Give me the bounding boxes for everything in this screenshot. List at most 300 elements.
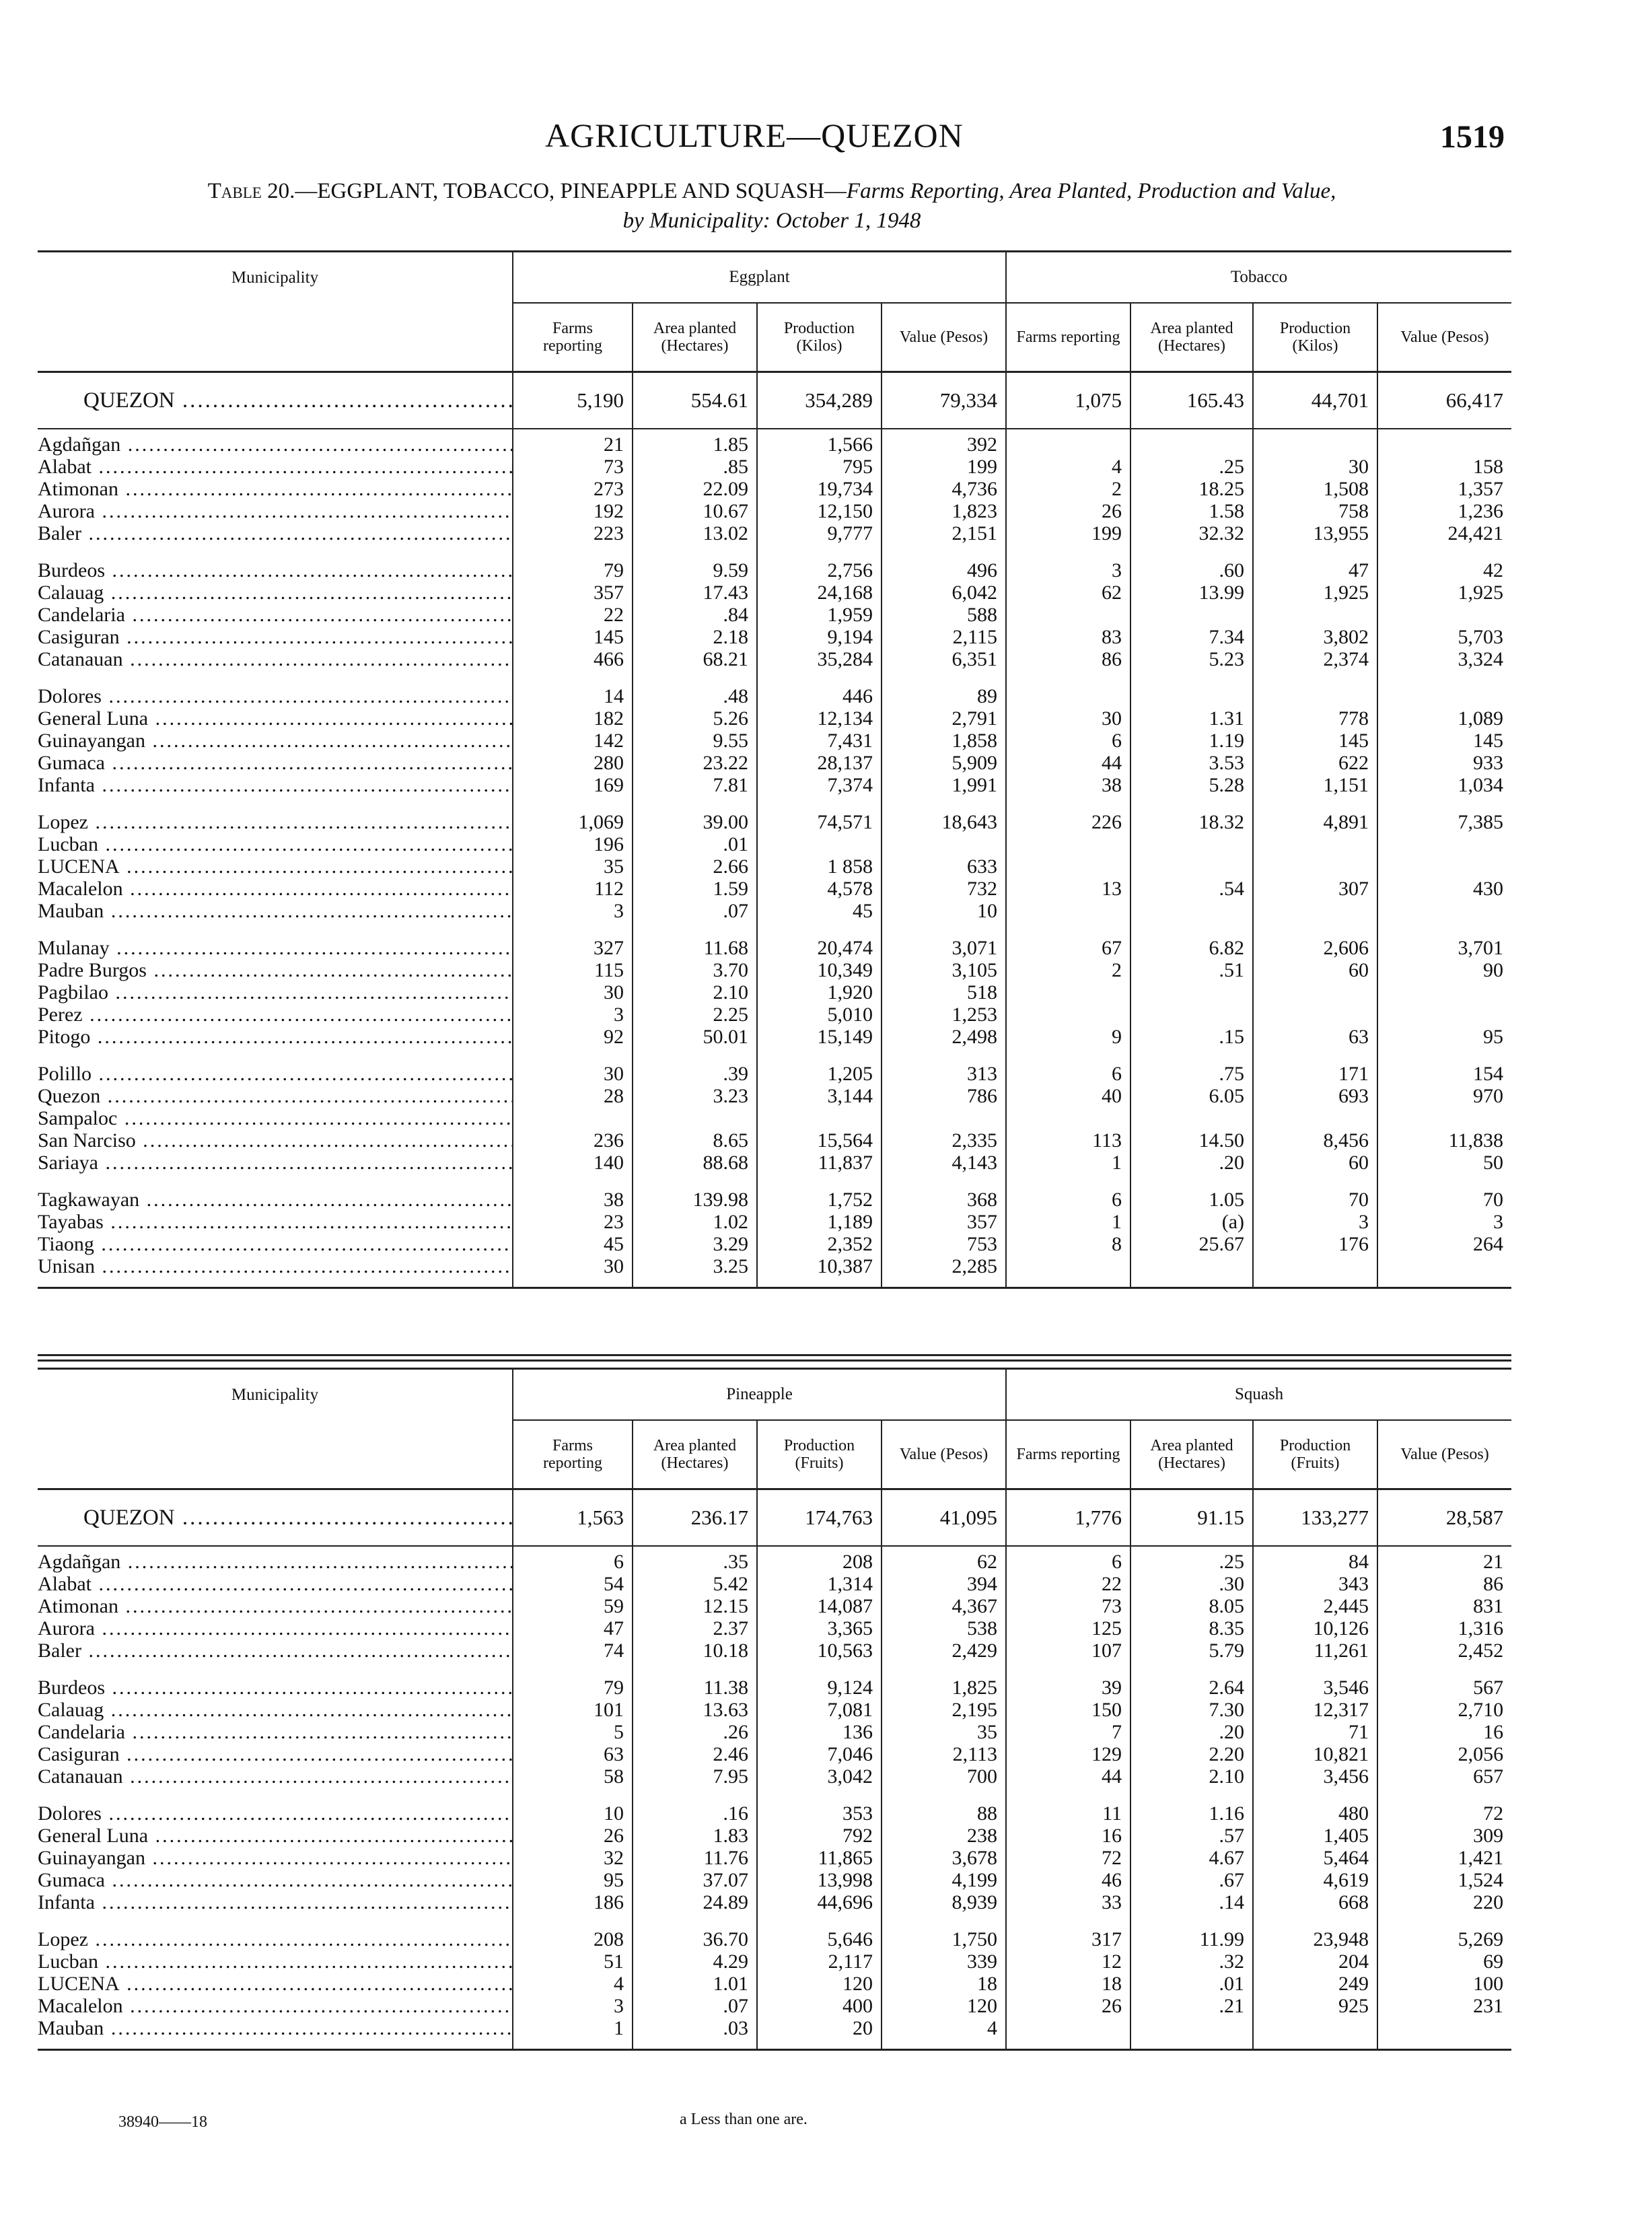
table-row — [38, 604, 1511, 626]
table-cell: 339 — [882, 1950, 1006, 1973]
value-header: Value (Pesos) — [882, 1420, 1006, 1489]
table-cell: .03 — [633, 2017, 757, 2039]
municipality-name: Gumaca ..... — [38, 1869, 513, 1891]
table-cell: 54 — [513, 1573, 633, 1595]
municipality-name: Tagkawayan ..... — [38, 1189, 513, 1211]
table-cell: 446 — [757, 685, 882, 707]
table-cell: 6 — [1006, 730, 1130, 752]
table-cell: 693 — [1253, 1085, 1377, 1107]
municipality-name: LUCENA ..... — [38, 855, 513, 878]
table-cell: .25 — [1130, 1546, 1253, 1573]
municipality-name: Atimonan ..... — [38, 1595, 513, 1617]
table-cell — [1130, 900, 1253, 922]
table-cell: 11,261 — [1253, 1640, 1377, 1662]
table-cell — [1130, 981, 1253, 1003]
table-cell: 12,317 — [1253, 1699, 1377, 1721]
table-cell: 2,452 — [1377, 1640, 1511, 1662]
municipality-name: General Luna ..... — [38, 1825, 513, 1847]
table-cell: 20 — [757, 2017, 882, 2039]
print-code: 38940——18 — [118, 2113, 207, 2131]
table-cell: 60 — [1253, 1152, 1377, 1174]
table-cell: 63 — [1253, 1026, 1377, 1048]
table-cell: 1.01 — [633, 1973, 757, 1995]
table-cell: 60 — [1253, 959, 1377, 981]
table-cell — [1377, 981, 1511, 1003]
table-cell: 9.59 — [633, 559, 757, 581]
table-cell: 2,791 — [882, 707, 1006, 730]
table-row — [38, 1721, 1511, 1743]
municipality-name: Candelaria ..... — [38, 604, 513, 626]
table-cell: 2.46 — [633, 1743, 757, 1765]
table-cell: 933 — [1377, 752, 1511, 774]
table-cell: .21 — [1130, 1995, 1253, 2017]
table-cell — [1006, 2017, 1130, 2039]
table-cell: 22.09 — [633, 478, 757, 500]
table-cell: 1,151 — [1253, 774, 1377, 796]
table-cell: 778 — [1253, 707, 1377, 730]
municipality-name: Casiguran ..... — [38, 626, 513, 648]
table-cell: 2.25 — [633, 1003, 757, 1026]
tobacco-group-header: Tobacco — [1006, 252, 1511, 304]
table-row — [38, 685, 1511, 707]
table-cell: 3,042 — [757, 1765, 882, 1788]
table-cell: 236 — [513, 1129, 633, 1152]
municipality-name: Lopez ..... — [38, 811, 513, 833]
municipality-name: Gumaca ..... — [38, 752, 513, 774]
table-cell — [1006, 981, 1130, 1003]
table-cell: 140 — [513, 1152, 633, 1174]
table-cell: 112 — [513, 878, 633, 900]
table-cell: 86 — [1006, 648, 1130, 670]
table-cell: 19,734 — [757, 478, 882, 500]
table-cell: 633 — [882, 855, 1006, 878]
table-cell: 2,151 — [882, 522, 1006, 544]
table-cell: .32 — [1130, 1950, 1253, 1973]
table-cell: 125 — [1006, 1617, 1130, 1640]
table-cell: 1,421 — [1377, 1847, 1511, 1869]
table-cell: 23 — [513, 1211, 633, 1233]
municipality-name: Tayabas ..... — [38, 1211, 513, 1233]
table-cell — [1253, 2017, 1377, 2039]
table-cell: 35 — [882, 1721, 1006, 1743]
table-cell: 18.25 — [1130, 478, 1253, 500]
table-cell: 68.21 — [633, 648, 757, 670]
table-cell: 40 — [1006, 1085, 1130, 1107]
table-cell: 62 — [1006, 581, 1130, 604]
table-cell: 73 — [513, 456, 633, 478]
table-cell: 538 — [882, 1617, 1006, 1640]
table-cell: 26 — [1006, 500, 1130, 522]
table-cell: 831 — [1377, 1595, 1511, 1617]
table-cell: 1,823 — [882, 500, 1006, 522]
table-cell: 63 — [513, 1743, 633, 1765]
municipality-name: Pagbilao ..... — [38, 981, 513, 1003]
table-cell: 3,105 — [882, 959, 1006, 981]
table-cell: 466 — [513, 648, 633, 670]
municipality-name: Mulanay ..... — [38, 937, 513, 959]
production-header: Production (Fruits) — [757, 1420, 882, 1489]
table-cell: .26 — [633, 1721, 757, 1743]
municipality-name: Macalelon ..... — [38, 878, 513, 900]
municipality-name: Aurora ..... — [38, 1617, 513, 1640]
table-cell: .51 — [1130, 959, 1253, 981]
table-cell: 145 — [1253, 730, 1377, 752]
eggplant-group-header: Eggplant — [513, 252, 1006, 304]
table-cell: 309 — [1377, 1825, 1511, 1847]
table-row — [38, 855, 1511, 878]
table-cell: 273 — [513, 478, 633, 500]
table-cell: 2.66 — [633, 855, 757, 878]
table-cell: 2,195 — [882, 1699, 1006, 1721]
table-cell: 35,284 — [757, 648, 882, 670]
table-cell: 11,837 — [757, 1152, 882, 1174]
table-cell: 13 — [1006, 878, 1130, 900]
table-cell: 150 — [1006, 1699, 1130, 1721]
table-cell: 7,081 — [757, 1699, 882, 1721]
table-cell: 45 — [757, 900, 882, 922]
caption-italic-1: Farms Reporting, Area Planted, Production and Value, — [846, 179, 1336, 203]
table-cell: 4.29 — [633, 1950, 757, 1973]
table-cell: 38 — [1006, 774, 1130, 796]
table-cell: 7,374 — [757, 774, 882, 796]
table-cell: 10,563 — [757, 1640, 882, 1662]
table-cell: 24.89 — [633, 1891, 757, 1913]
table-cell: 4,891 — [1253, 811, 1377, 833]
table-cell: 1,405 — [1253, 1825, 1377, 1847]
footnote: a Less than one are. — [680, 2111, 807, 2128]
table-cell: 3,678 — [882, 1847, 1006, 1869]
table-cell: 357 — [513, 581, 633, 604]
table-cell: 1,776 — [1006, 1489, 1130, 1547]
table-cell: 5.28 — [1130, 774, 1253, 796]
municipality-name: Dolores ..... — [38, 1802, 513, 1825]
table-cell: 89 — [882, 685, 1006, 707]
table-cell: 199 — [882, 456, 1006, 478]
table-row — [38, 1233, 1511, 1255]
table-row — [38, 1891, 1511, 1913]
table-cell: 3,701 — [1377, 937, 1511, 959]
table-cell: 36.70 — [633, 1928, 757, 1950]
table-cell: .25 — [1130, 456, 1253, 478]
table-cell — [1130, 1255, 1253, 1277]
table-cell: .07 — [633, 1995, 757, 2017]
table-cell: 39 — [1006, 1677, 1130, 1699]
table-cell: 10,387 — [757, 1255, 882, 1277]
table-cell: 11,838 — [1377, 1129, 1511, 1152]
value-header: Value (Pesos) — [1377, 303, 1511, 372]
municipality-name: Quezon ..... — [38, 1085, 513, 1107]
table-cell: 66,417 — [1377, 372, 1511, 429]
table-cell: 226 — [1006, 811, 1130, 833]
table-cell: .39 — [633, 1063, 757, 1085]
table-cell: 249 — [1253, 1973, 1377, 1995]
table-cell: 4,619 — [1253, 1869, 1377, 1891]
table-row — [38, 1928, 1511, 1950]
table-cell: 41,095 — [882, 1489, 1006, 1547]
table-cell: 392 — [882, 429, 1006, 456]
page-number: 1519 — [1440, 119, 1505, 155]
table-cell: 71 — [1253, 1721, 1377, 1743]
table-cell: 59 — [513, 1595, 633, 1617]
table-cell: 1,357 — [1377, 478, 1511, 500]
table-cell — [1253, 685, 1377, 707]
table-row — [38, 1617, 1511, 1640]
table-row — [38, 878, 1511, 900]
municipality-name: Baler ..... — [38, 522, 513, 544]
table-cell: 2,335 — [882, 1129, 1006, 1152]
table-cell — [1253, 900, 1377, 922]
municipality-name: Alabat ..... — [38, 1573, 513, 1595]
table-cell: 786 — [882, 1085, 1006, 1107]
table-row — [38, 429, 1511, 456]
municipality-name: Alabat ..... — [38, 456, 513, 478]
table-row — [38, 981, 1511, 1003]
table-cell — [1377, 604, 1511, 626]
table-cell: 3.23 — [633, 1085, 757, 1107]
table-cell: 3.53 — [1130, 752, 1253, 774]
table-row — [38, 752, 1511, 774]
table-cell: 1.83 — [633, 1825, 757, 1847]
value-header: Value (Pesos) — [882, 303, 1006, 372]
table-cell: 84 — [1253, 1546, 1377, 1573]
table-cell: 3 — [513, 1003, 633, 1026]
table-cell: 11.38 — [633, 1677, 757, 1699]
table-cell: 554.61 — [633, 372, 757, 429]
municipality-name: LUCENA ..... — [38, 1973, 513, 1995]
table-row — [38, 833, 1511, 855]
municipality-name: Infanta ..... — [38, 774, 513, 796]
table-cell: 25.67 — [1130, 1233, 1253, 1255]
table-cell: 79 — [513, 1677, 633, 1699]
table-cell: 1,316 — [1377, 1617, 1511, 1640]
table-row — [38, 1003, 1511, 1026]
table-row — [38, 1063, 1511, 1085]
table-cell: 1,089 — [1377, 707, 1511, 730]
table-cell: 4 — [882, 2017, 1006, 2039]
table-cell — [1130, 604, 1253, 626]
table-cell: 39.00 — [633, 811, 757, 833]
table-cell: 199 — [1006, 522, 1130, 544]
table-cell: 10.18 — [633, 1640, 757, 1662]
table-row — [38, 456, 1511, 478]
table-row — [38, 1847, 1511, 1869]
table-cell: 50 — [1377, 1152, 1511, 1174]
table-cell: 107 — [1006, 1640, 1130, 1662]
table-cell: 9,777 — [757, 522, 882, 544]
table-cell — [757, 833, 882, 855]
table-cell: 4 — [513, 1973, 633, 1995]
table-cell: 5,269 — [1377, 1928, 1511, 1950]
table-cell: 753 — [882, 1233, 1006, 1255]
table-cell: 86 — [1377, 1573, 1511, 1595]
table-row — [38, 1825, 1511, 1847]
table-row — [38, 1973, 1511, 1995]
table-row — [38, 1189, 1511, 1211]
table-cell: 1 858 — [757, 855, 882, 878]
table-cell: 238 — [882, 1825, 1006, 1847]
table-cell: 10 — [882, 900, 1006, 922]
table-cell: .57 — [1130, 1825, 1253, 1847]
municipality-name: Dolores ..... — [38, 685, 513, 707]
table-cell: 13,955 — [1253, 522, 1377, 544]
table-cell: 4,736 — [882, 478, 1006, 500]
table-cell: .01 — [633, 833, 757, 855]
table-cell: 69 — [1377, 1950, 1511, 1973]
table-cell: 142 — [513, 730, 633, 752]
table-cell: 518 — [882, 981, 1006, 1003]
table-cell: (a) — [1130, 1211, 1253, 1233]
farms-header: Farms reporting — [513, 1420, 633, 1489]
table-cell: 1,508 — [1253, 478, 1377, 500]
table-cell: 18 — [1006, 1973, 1130, 1995]
table-cell: 1,825 — [882, 1677, 1006, 1699]
table-row — [38, 1573, 1511, 1595]
table-cell: 6,042 — [882, 581, 1006, 604]
table-cell: .16 — [633, 1802, 757, 1825]
table-cell: 208 — [513, 1928, 633, 1950]
table-cell: 14,087 — [757, 1595, 882, 1617]
table-cell: 1 — [1006, 1211, 1130, 1233]
table-cell: 30 — [513, 1063, 633, 1085]
table-cell: 79,334 — [882, 372, 1006, 429]
municipality-name: Sariaya ..... — [38, 1152, 513, 1174]
table-cell: 44,696 — [757, 1891, 882, 1913]
table-cell: 3,546 — [1253, 1677, 1377, 1699]
table-cell: 3,324 — [1377, 648, 1511, 670]
table-cell: 120 — [882, 1995, 1006, 2017]
table-cell: 2,445 — [1253, 1595, 1377, 1617]
municipality-name: Infanta ..... — [38, 1891, 513, 1913]
table-cell: 1.19 — [1130, 730, 1253, 752]
table-cell: 95 — [1377, 1026, 1511, 1048]
value-header: Value (Pesos) — [1377, 1420, 1511, 1489]
table-row — [38, 1085, 1511, 1107]
table-cell: 313 — [882, 1063, 1006, 1085]
table-cell: 12.15 — [633, 1595, 757, 1617]
table-cell: 62 — [882, 1546, 1006, 1573]
table-cell: .84 — [633, 604, 757, 626]
table-cell — [757, 1107, 882, 1129]
table-cell: 11,865 — [757, 1847, 882, 1869]
table-cell: 26 — [1006, 1995, 1130, 2017]
farms-header: Farms reporting — [1006, 303, 1130, 372]
table-cell: 44,701 — [1253, 372, 1377, 429]
municipality-name: Perez ..... — [38, 1003, 513, 1026]
table-cell: 430 — [1377, 878, 1511, 900]
table-cell: 58 — [513, 1765, 633, 1788]
table-cell: 50.01 — [633, 1026, 757, 1048]
table-cell: 15,149 — [757, 1026, 882, 1048]
table-cell: 5,703 — [1377, 626, 1511, 648]
table-cell: 196 — [513, 833, 633, 855]
table-cell: 3.29 — [633, 1233, 757, 1255]
table-cell: 758 — [1253, 500, 1377, 522]
table-cell: 3 — [1006, 559, 1130, 581]
table-cell — [1253, 429, 1377, 456]
table-cell: 3,144 — [757, 1085, 882, 1107]
table-cell: 24,421 — [1377, 522, 1511, 544]
municipality-name: Sampaloc ..... — [38, 1107, 513, 1129]
table-cell: 4,578 — [757, 878, 882, 900]
table-cell: 30 — [1253, 456, 1377, 478]
table-row — [38, 1950, 1511, 1973]
total-row — [38, 1489, 1511, 1547]
table-cell: 88 — [882, 1802, 1006, 1825]
table-cell: 4,143 — [882, 1152, 1006, 1174]
table-cell: 1,991 — [882, 774, 1006, 796]
table-cell: 354,289 — [757, 372, 882, 429]
table-cell: 2.18 — [633, 626, 757, 648]
table-cell: 1,189 — [757, 1211, 882, 1233]
table-cell: 208 — [757, 1546, 882, 1573]
table-cell: 5,909 — [882, 752, 1006, 774]
table-cell: 8,456 — [1253, 1129, 1377, 1152]
table-cell: 496 — [882, 559, 1006, 581]
table-cell: 2,056 — [1377, 1743, 1511, 1765]
caption-lead: Table 20.— — [207, 179, 318, 203]
municipality-name: Padre Burgos ..... — [38, 959, 513, 981]
table-cell: 327 — [513, 937, 633, 959]
table-cell: 11 — [1006, 1802, 1130, 1825]
table-cell — [1377, 833, 1511, 855]
table-cell: 622 — [1253, 752, 1377, 774]
table-cell: .20 — [1130, 1152, 1253, 1174]
table-cell: 231 — [1377, 1995, 1511, 2017]
table-cell — [1006, 855, 1130, 878]
table-body — [38, 372, 1511, 1288]
table-cell: 1,075 — [1006, 372, 1130, 429]
table-cell: 92 — [513, 1026, 633, 1048]
table-cell — [1377, 1003, 1511, 1026]
area-header: Area planted (Hectares) — [1130, 303, 1253, 372]
table-cell: 8,939 — [882, 1891, 1006, 1913]
municipality-name: Guinayangan ..... — [38, 1847, 513, 1869]
table-cell: 136 — [757, 1721, 882, 1743]
table-cell: 1.59 — [633, 878, 757, 900]
municipality-name: Lopez ..... — [38, 1928, 513, 1950]
caption-main: EGGPLANT, TOBACCO, PINEAPPLE AND SQUASH— — [317, 179, 847, 203]
table-cell: 204 — [1253, 1950, 1377, 1973]
table-cell: 139.98 — [633, 1189, 757, 1211]
table-cell — [513, 1107, 633, 1129]
table-row — [38, 1595, 1511, 1617]
table-cell: 2,117 — [757, 1950, 882, 1973]
table-cell — [1130, 833, 1253, 855]
farms-header: Farms reporting — [513, 303, 633, 372]
table-cell: 2,285 — [882, 1255, 1006, 1277]
table-cell: 1,566 — [757, 429, 882, 456]
table-cell: 100 — [1377, 1973, 1511, 1995]
table-cell: 90 — [1377, 959, 1511, 981]
table-cell: 1,752 — [757, 1189, 882, 1211]
table-cell: 176 — [1253, 1233, 1377, 1255]
table-cell: 13,998 — [757, 1869, 882, 1891]
table-cell: .30 — [1130, 1573, 1253, 1595]
table-cell: 1.16 — [1130, 1802, 1253, 1825]
table-cell: 20,474 — [757, 937, 882, 959]
table-cell: 6 — [1006, 1546, 1130, 1573]
table-cell: 9,124 — [757, 1677, 882, 1699]
table-cell: 4 — [1006, 456, 1130, 478]
farms-header: Farms reporting — [1006, 1420, 1130, 1489]
municipality-name: Unisan ..... — [38, 1255, 513, 1277]
table-cell — [882, 1107, 1006, 1129]
table-row — [38, 774, 1511, 796]
table-cell: 6 — [1006, 1189, 1130, 1211]
table-cell: 3 — [513, 900, 633, 922]
table-cell — [1377, 685, 1511, 707]
table-cell: 35 — [513, 855, 633, 878]
